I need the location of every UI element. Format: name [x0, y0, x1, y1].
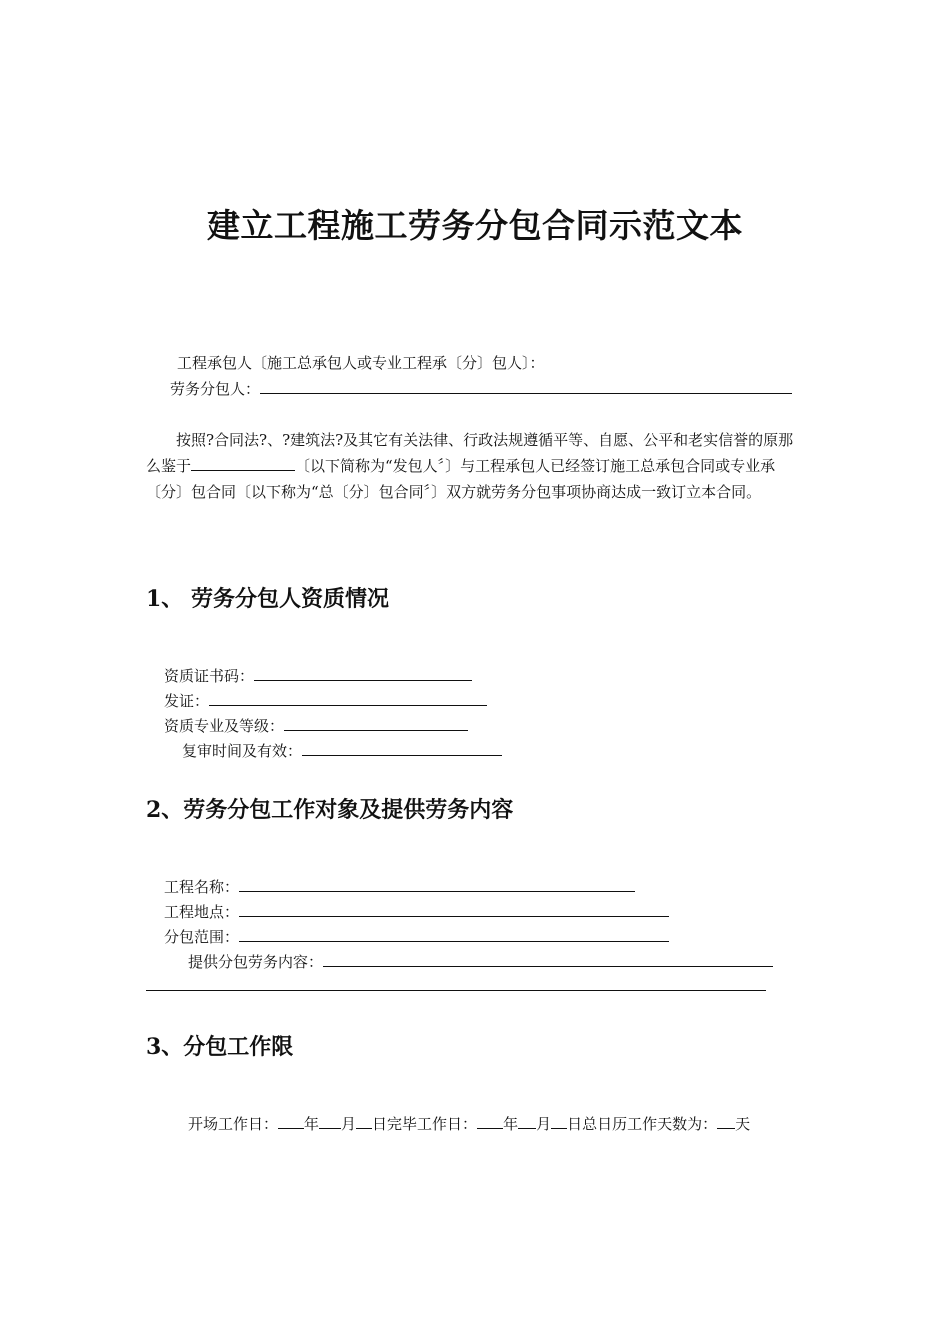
project-location-blank[interactable]	[239, 901, 669, 917]
issuer-line	[164, 690, 487, 711]
contractor-label: 工程承包人〔施工总承包人或专业工程承〔分〕包人〕：	[177, 354, 545, 372]
intro-text-1: 按照?合同法?、?建筑法?及其它有关法律、行政法规遵循平等、自愿、公平和老实信誉的原那么鉴于	[146, 431, 794, 475]
issuer-blank[interactable]	[209, 690, 487, 706]
total-days-blank[interactable]	[717, 1113, 735, 1129]
review-time-line	[182, 740, 502, 761]
labor-content-label: 提供分包劳务内容：	[188, 953, 324, 971]
days-unit-label: 天	[735, 1115, 751, 1133]
project-name-blank[interactable]	[239, 876, 635, 892]
qualification-cert-blank[interactable]	[254, 665, 472, 681]
start-month-label: 月	[341, 1115, 357, 1133]
end-year-blank[interactable]	[477, 1113, 503, 1129]
start-year-label: 年	[304, 1115, 320, 1133]
subcontractor-label: 劳务分包人：	[170, 380, 261, 398]
intro-text-2: 〔以下简称为“发包人〞〕与工程承包人已经签订施工总承包合同或专业承〔分〕包合同〔以下称为“总〔分〕包合同〞〕双方就劳务分包事项协商达成一致订立本合同。	[146, 457, 776, 501]
subcontract-scope-line	[164, 926, 669, 947]
employer-blank[interactable]	[191, 455, 295, 471]
end-month-label: 月	[536, 1115, 552, 1133]
project-location-line	[164, 901, 669, 922]
intro-paragraph	[146, 427, 806, 505]
start-date-label: 开场工作日：	[188, 1115, 279, 1133]
start-year-blank[interactable]	[278, 1113, 304, 1129]
end-day-blank[interactable]	[551, 1113, 567, 1129]
qualification-grade-blank[interactable]	[284, 715, 468, 731]
project-name-label: 工程名称：	[164, 878, 240, 896]
schedule-line	[188, 1113, 750, 1134]
qualification-grade-label: 资质专业及等级：	[164, 717, 285, 735]
project-name-line	[164, 876, 635, 897]
document-title: 建立工程施工劳务分包合同示范文本	[207, 206, 743, 245]
end-year-label: 年	[503, 1115, 519, 1133]
review-time-blank[interactable]	[302, 740, 502, 756]
subcontractor-line	[170, 378, 792, 399]
end-date-label: 日完毕工作日：	[372, 1115, 478, 1133]
labor-content-continuation-blank[interactable]	[146, 990, 766, 991]
contractor-line	[177, 353, 545, 373]
subcontract-scope-label: 分包范围：	[164, 928, 240, 946]
subcontractor-blank[interactable]	[260, 378, 792, 394]
section2-heading: 2、劳务分包工作对象及提供劳务内容	[146, 797, 514, 823]
start-day-blank[interactable]	[356, 1113, 372, 1129]
labor-content-line	[188, 951, 773, 972]
qualification-grade-line	[164, 715, 468, 736]
section1-heading: 1、 劳务分包人资质情况	[146, 586, 389, 612]
section3-heading: 3、分包工作限	[146, 1034, 294, 1060]
total-days-label: 日总日历工作天数为：	[567, 1115, 718, 1133]
issuer-label: 发证：	[164, 692, 210, 710]
start-month-blank[interactable]	[319, 1113, 341, 1129]
qualification-cert-line	[164, 665, 472, 686]
subcontract-scope-blank[interactable]	[239, 926, 669, 942]
review-time-label: 复审时间及有效：	[182, 742, 303, 760]
labor-content-blank[interactable]	[323, 951, 773, 967]
end-month-blank[interactable]	[518, 1113, 536, 1129]
project-location-label: 工程地点：	[164, 903, 240, 921]
qualification-cert-label: 资质证书码：	[164, 667, 255, 685]
